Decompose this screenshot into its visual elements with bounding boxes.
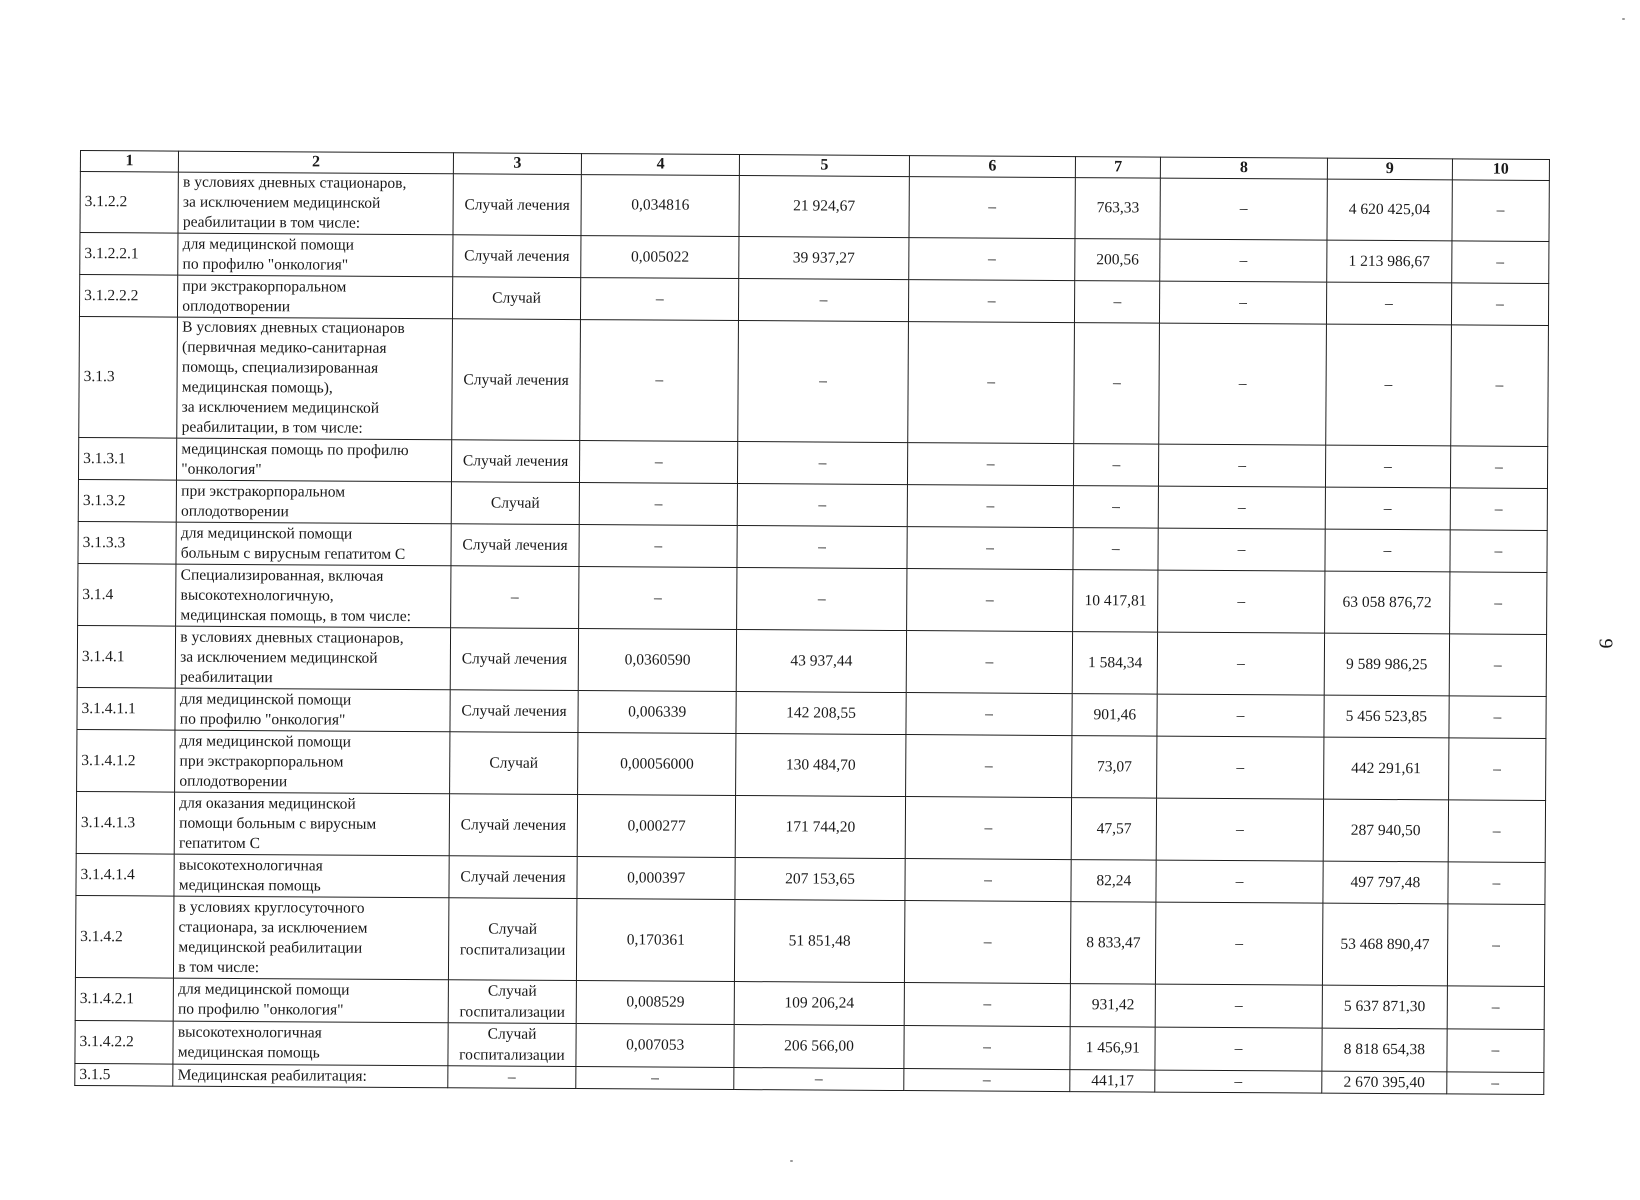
cell-col8: – [1158,570,1325,633]
cell-col5: 171 744,20 [736,796,905,859]
cell-col5: – [739,279,908,322]
row-code: 3.1.3.2 [78,479,177,522]
cell-col6: – [903,1026,1070,1070]
cell-col7: – [1075,281,1160,324]
cell-col5: 39 937,27 [739,237,908,280]
cell-col4: 0,170361 [576,899,735,982]
cell-col9: 497 797,48 [1323,861,1448,904]
cell-col9: 63 058 876,72 [1325,571,1450,634]
cell-col7: 441,17 [1070,1070,1155,1093]
row-code: 3.1.2.2.2 [79,275,178,318]
cell-col10: – [1448,738,1546,801]
cell-col7: 8 833,47 [1071,902,1156,985]
row-name: Специализированная, включая высокотехнологичную, медицинская помощь, в том числе: [176,564,451,628]
row-name: для медицинской помощи при экстракорпоральном оплодотворении [175,730,450,794]
cell-col9: – [1325,445,1450,488]
row-name: для медицинской помощи по профилю "онкология" [173,978,448,1023]
row-unit: Случай лечения [451,524,579,567]
cell-col5: 142 208,55 [736,692,905,735]
row-name: в условиях дневных стационаров, за исключением медицинской реабилитации в том числе: [178,172,453,235]
cell-col7: – [1073,528,1158,571]
cell-col8: – [1157,632,1324,695]
column-header: 2 [179,151,454,174]
cell-col8: – [1155,902,1322,985]
cell-col4: – [580,320,739,442]
row-unit: Случай [451,482,579,525]
cell-col9: 1 213 986,67 [1327,240,1452,283]
row-unit: – [451,566,579,629]
row-name: медицинская помощь по профилю "онкология" [177,438,452,482]
cell-col10: – [1452,180,1550,242]
row-code: 3.1.4.1 [77,625,176,688]
row-unit: Случай [450,732,578,795]
cell-col6: – [904,859,1071,902]
cell-col4: 0,00056000 [577,733,736,796]
table-row [75,895,1544,986]
cell-col10: – [1449,696,1547,739]
row-unit: Случай госпитализации [448,980,576,1024]
row-code: 3.1.3 [79,316,178,438]
row-unit: Случай лечения [449,794,577,857]
cell-col9: 4 620 425,04 [1327,179,1452,241]
row-unit: Случай [453,277,581,320]
cell-col8: – [1160,239,1327,282]
cell-col10: – [1447,904,1545,987]
row-code: 3.1.3.3 [78,521,177,564]
cell-col8: – [1156,798,1323,861]
cell-col7: 1 584,34 [1073,632,1158,695]
row-unit: – [448,1066,576,1089]
cell-col7: 763,33 [1075,178,1160,240]
cell-col4: 0,008529 [576,981,735,1025]
column-header: 9 [1327,158,1452,180]
row-unit: Случай госпитализации [448,1023,576,1067]
row-name: в условиях круглосуточного стационара, за исключением медицинской реабилитации в том числе: [174,896,449,980]
row-name: для оказания медицинской помощи больным с вирусным гепатитом С [174,792,449,856]
cell-col4: – [580,278,739,321]
cell-col9: – [1325,487,1450,530]
cell-col9: 9 589 986,25 [1324,633,1449,696]
cell-col10: – [1450,325,1548,447]
cell-col6: – [908,177,1075,239]
cell-col9: – [1326,282,1451,325]
cell-col10: – [1449,634,1547,697]
row-unit: Случай лечения [453,235,581,278]
cell-col6: – [906,569,1073,632]
cell-col4: 0,034816 [581,175,740,237]
row-name: для медицинской помощи больным с вирусным гепатитом С [176,522,451,566]
cell-col10: – [1450,488,1548,531]
cell-col4: – [579,567,738,630]
cell-col9: 442 291,61 [1324,737,1449,800]
row-name: при экстракорпоральном оплодотворении [178,275,453,319]
cell-col4: 0,005022 [581,236,740,279]
row-code: 3.1.3.1 [78,437,177,480]
row-name: для медицинской помощи по профилю "онкология" [178,233,453,277]
row-code: 3.1.2.2 [80,172,179,234]
cell-col8: – [1157,694,1324,737]
row-code: 3.1.2.2.1 [80,233,179,276]
cell-col10: – [1451,283,1549,326]
cell-col6: – [903,1069,1070,1092]
cell-col4: – [579,441,738,484]
row-code: 3.1.5 [75,1063,173,1086]
row-code: 3.1.4.2.1 [75,977,174,1021]
table-row [76,791,1545,862]
cell-col6: – [908,238,1075,281]
column-header: 10 [1452,159,1549,181]
cell-col4: 0,000397 [577,857,736,900]
row-unit: Случай лечения [450,690,578,733]
row-name: В условиях дневных стационаров (первичная медико-санитарная помощь, специализированная медицинская помощь), за исключением медицинской реабилитации, в том числе: [177,317,452,440]
row-code: 3.1.4.2.2 [75,1020,174,1064]
row-unit: Случай лечения [452,319,581,441]
cell-col7: – [1074,486,1159,529]
column-header: 8 [1160,157,1327,179]
row-unit: Случай лечения [453,174,581,236]
row-code: 3.1.4.1.1 [77,687,176,730]
cell-col5: 51 851,48 [735,900,905,983]
cell-col7: 82,24 [1071,860,1156,903]
cell-col10: – [1451,241,1549,284]
table-row [77,729,1546,800]
cell-col7: 47,57 [1072,798,1157,861]
cell-col9: 5 637 871,30 [1322,985,1447,1029]
row-code: 3.1.4 [78,563,177,626]
cell-col10: – [1448,862,1546,905]
cell-col5: 207 153,65 [735,858,904,901]
table-row [79,316,1549,446]
cell-col9: 2 670 395,40 [1322,1071,1447,1094]
cell-col5: – [738,442,907,485]
cell-col7: 931,42 [1071,984,1156,1028]
column-header: 7 [1076,157,1161,179]
row-code: 3.1.4.1.2 [77,729,176,792]
table-row [80,172,1549,242]
cell-col5: 130 484,70 [736,734,905,797]
row-unit: Случай лечения [450,628,578,691]
cell-col7: 200,56 [1075,239,1160,282]
cell-col8: – [1157,736,1324,799]
cell-col6: – [905,693,1072,736]
table-container [74,150,1550,1095]
cell-col5: – [737,568,906,631]
cell-col5: – [738,321,908,443]
cell-col7: – [1074,444,1159,487]
report-table [74,150,1550,1095]
column-header: 1 [80,151,178,173]
cell-col6: – [907,443,1074,486]
cell-col6: – [905,735,1072,798]
row-unit: Случай лечения [452,440,580,483]
row-code: 3.1.4.1.4 [76,853,175,896]
row-unit: Случай лечения [449,856,577,899]
page-number: 9 [1594,638,1617,649]
cell-col4: – [579,525,738,568]
scan-speck [1622,18,1625,20]
row-name: высокотехнологичная медицинская помощь [173,1021,448,1066]
cell-col5: 206 566,00 [734,1025,903,1069]
cell-col7: 10 417,81 [1073,570,1158,633]
row-name: высокотехнологичная медицинская помощь [174,854,449,898]
cell-col5: 21 924,67 [739,176,908,238]
cell-col6: – [905,797,1072,860]
cell-col8: – [1155,1070,1322,1093]
cell-col8: – [1158,486,1325,529]
row-code: 3.1.4.1.3 [76,791,175,854]
cell-col7: – [1074,323,1159,445]
cell-col8: – [1158,444,1325,487]
cell-col7: 901,46 [1072,694,1157,737]
cell-col9: 5 456 523,85 [1324,695,1449,738]
cell-col8: – [1155,984,1322,1028]
cell-col5: 43 937,44 [737,630,906,693]
cell-col8: – [1155,1027,1322,1071]
cell-col5: 109 206,24 [735,982,904,1026]
cell-col5: – [738,484,907,527]
cell-col4: 0,007053 [576,1024,735,1068]
cell-col4: 0,0360590 [578,629,737,692]
cell-col10: – [1447,1029,1545,1073]
cell-col8: – [1160,178,1327,240]
cell-col8: – [1159,323,1327,445]
cell-col4: – [576,1067,735,1090]
cell-col7: 1 456,91 [1070,1027,1155,1071]
cell-col8: – [1158,528,1325,571]
column-header: 6 [909,156,1076,178]
cell-col10: – [1450,446,1548,489]
row-unit: Случай госпитализации [448,898,576,981]
row-name: при экстракорпоральном оплодотворении [177,480,452,524]
cell-col10: – [1447,986,1545,1030]
table-row [78,563,1547,634]
cell-col4: 0,006339 [578,691,737,734]
cell-col6: – [906,527,1073,570]
scan-speck [790,1160,793,1162]
cell-col9: – [1325,529,1450,572]
cell-col6: – [907,485,1074,528]
cell-col6: – [904,983,1071,1027]
cell-col5: – [737,526,906,569]
cell-col6: – [908,280,1075,323]
cell-col6: – [907,322,1075,444]
cell-col10: – [1448,800,1546,863]
cell-col4: – [579,483,738,526]
column-header: 4 [581,154,740,176]
column-header: 3 [453,153,581,175]
cell-col5: – [734,1068,903,1091]
cell-col10: – [1450,530,1548,573]
row-name: для медицинской помощи по профилю "онкология" [175,688,450,732]
cell-col6: – [906,631,1073,694]
cell-col9: 8 818 654,38 [1322,1028,1447,1072]
cell-col8: – [1156,860,1323,903]
cell-col9: 53 468 890,47 [1322,903,1447,986]
cell-col6: – [904,901,1071,984]
row-code: 3.1.4.2 [75,895,174,978]
row-name: в условиях дневных стационаров, за исключением медицинской реабилитации [175,626,450,690]
cell-col7: 73,07 [1072,736,1157,799]
cell-col10: – [1449,572,1547,635]
cell-col10: – [1446,1072,1543,1095]
cell-col9: 287 940,50 [1323,799,1448,862]
cell-col8: – [1159,281,1326,324]
cell-col4: 0,000277 [577,795,736,858]
column-header: 5 [740,155,909,177]
table-row [77,625,1546,696]
cell-col9: – [1326,324,1451,446]
row-name: Медицинская реабилитация: [173,1064,448,1088]
